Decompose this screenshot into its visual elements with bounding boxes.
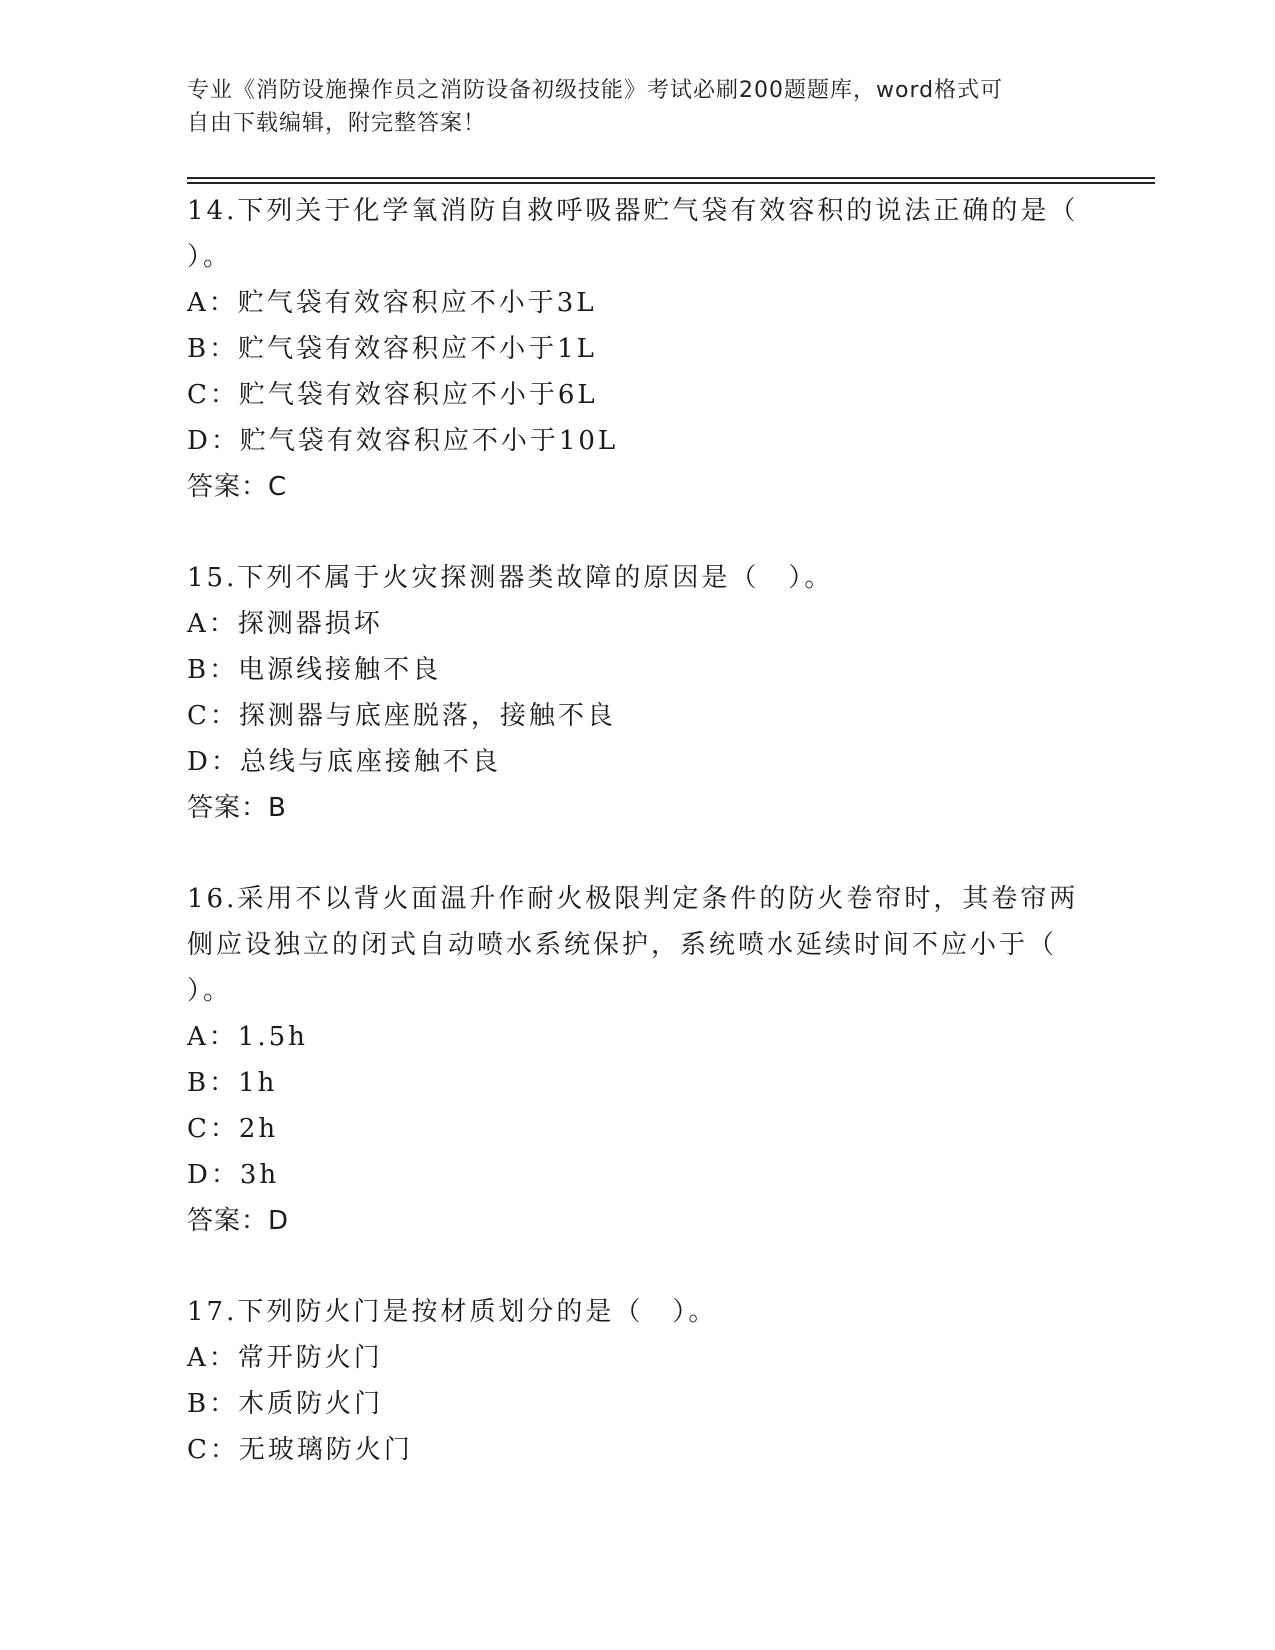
option-b: B：1h (187, 1068, 278, 1098)
option-c: C：无玻璃防火门 (187, 1435, 413, 1465)
header-line-1: 专业《消防设施操作员之消防设备初级技能》考试必刷200题题库，word格式可 (187, 78, 1004, 103)
question-stem: 16.采用不以背火面温升作耐火极限判定条件的防火卷帘时，其卷帘两 (187, 884, 1079, 914)
header-line-2: 自由下载编辑，附完整答案！ (187, 111, 487, 136)
option-c: C：探测器与底座脱落，接触不良 (187, 701, 616, 731)
option-b: B：贮气袋有效容积应不小于1L (187, 334, 597, 364)
question-stem: ）。 (187, 242, 233, 272)
option-b: B：电源线接触不良 (187, 655, 442, 685)
answer: 答案：C (187, 472, 288, 502)
option-c: C：贮气袋有效容积应不小于6L (187, 380, 598, 410)
question-15 (187, 555, 1087, 831)
option-a: A：常开防火门 (187, 1343, 383, 1373)
question-stem: 17.下列防火门是按材质划分的是（ ）。 (187, 1297, 718, 1327)
option-b: B：木质防火门 (187, 1389, 384, 1419)
question-stem: ）。 (187, 976, 233, 1006)
option-a: A：贮气袋有效容积应不小于3L (187, 288, 597, 318)
option-a: A：探测器损坏 (187, 609, 383, 639)
option-d: D：3h (187, 1160, 280, 1190)
question-14 (187, 188, 1087, 510)
option-d: D：总线与底座接触不良 (187, 747, 501, 777)
option-d: D：贮气袋有效容积应不小于10L (187, 426, 619, 456)
answer: 答案：B (187, 793, 287, 823)
question-17 (187, 1289, 1087, 1473)
option-a: A：1.5h (187, 1022, 308, 1052)
option-c: C：2h (187, 1114, 279, 1144)
question-stem: 15.下列不属于火灾探测器类故障的原因是（ ）。 (187, 563, 834, 593)
header-divider-bottom (187, 182, 1155, 184)
question-list (187, 188, 1087, 1518)
question-stem: 侧应设独立的闭式自动喷水系统保护，系统喷水延续时间不应小于（ (187, 930, 1058, 960)
question-stem: 14.下列关于化学氧消防自救呼吸器贮气袋有效容积的说法正确的是（ (187, 196, 1079, 226)
answer: 答案：D (187, 1206, 290, 1236)
header-divider-top (187, 177, 1155, 179)
document-header (187, 74, 1087, 140)
question-16 (187, 876, 1087, 1244)
